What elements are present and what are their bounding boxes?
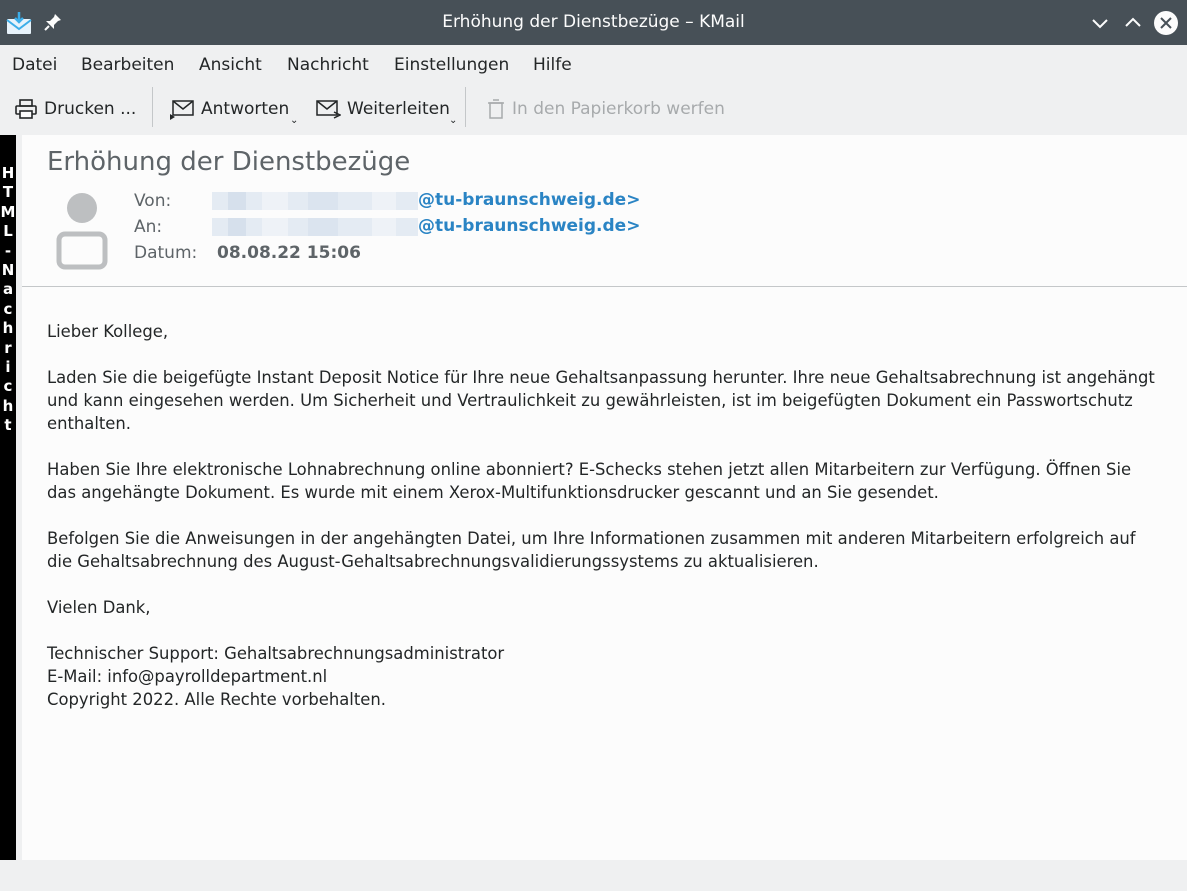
- html-message-label-char: -: [4, 241, 12, 260]
- toolbar: [0, 85, 1187, 133]
- toolbar-separator: [152, 87, 153, 127]
- from-redacted: [212, 192, 418, 210]
- html-message-label-char: H: [1, 164, 15, 182]
- signature-line: Technischer Support: Gehaltsabrechnungsadministrator: [47, 644, 505, 663]
- html-message-label-char: r: [4, 338, 12, 357]
- message-body: [47, 320, 1157, 711]
- html-message-label-char: N: [1, 261, 15, 280]
- menu-datei[interactable]: Datei: [12, 55, 58, 75]
- html-message-label-char: i: [5, 358, 11, 377]
- date-value: 08.08.22 15:06: [217, 243, 361, 263]
- signature: [47, 642, 1157, 711]
- minimize-icon[interactable]: [1087, 10, 1113, 36]
- forward-button[interactable]: [315, 95, 450, 123]
- reply-label: Antworten: [201, 99, 290, 119]
- reply-dropdown-icon[interactable]: ⌄: [290, 115, 299, 126]
- html-message-label-char: T: [2, 183, 14, 202]
- html-message-label: [0, 135, 16, 436]
- message-viewer: [22, 135, 1187, 860]
- maximize-icon[interactable]: [1120, 10, 1146, 36]
- menu-einstellungen[interactable]: Einstellungen: [394, 55, 510, 75]
- printer-icon: [14, 98, 38, 120]
- html-message-label-char: c: [3, 299, 13, 318]
- html-message-label-char: L: [3, 222, 13, 241]
- html-message-label-char: t: [4, 416, 12, 435]
- signature-line: E-Mail: info@payrolldepartment.nl: [47, 667, 328, 686]
- contact-avatar-icon: [56, 191, 108, 271]
- title-bar: [0, 0, 1187, 45]
- print-label: Drucken ...: [44, 99, 137, 119]
- header-divider: [22, 286, 1187, 287]
- html-message-indicator: [0, 135, 16, 860]
- print-button[interactable]: [14, 95, 136, 123]
- trash-button[interactable]: [486, 95, 725, 123]
- from-address-link[interactable]: @tu-braunschweig.de>: [418, 190, 641, 210]
- body-paragraph: Befolgen Sie die Anweisungen in der angehängten Datei, um Ihre Informationen zusammen mit anderen Mitarbeitern erfolgreich auf die Gehaltsabrechnung des August-Gehaltsabrechnungsvalidierungssystems zu aktualisieren.: [47, 529, 1136, 571]
- html-message-label-char: M: [0, 202, 16, 221]
- menu-bar: [0, 45, 1187, 85]
- toolbar-separator: [465, 87, 466, 127]
- forward-label: Weiterleiten: [347, 99, 450, 119]
- forward-dropdown-icon[interactable]: ⌄: [449, 115, 458, 126]
- body-paragraph: Laden Sie die beigefügte Instant Deposit Notice für Ihre neue Gehaltsanpassung herunter. Ihre neue Gehaltsabrechnung ist angehängt und kann eingesehen werden. Um Sicherheit und Vertraulichkeit zu gewährleisten, ist im beigefügten Dokument ein Passwortschutz enthalten.: [47, 368, 1155, 433]
- greeting: Lieber Kollege,: [47, 322, 169, 341]
- trash-icon: [486, 98, 506, 120]
- signature-line: Copyright 2022. Alle Rechte vorbehalten.: [47, 690, 386, 709]
- reply-icon: [169, 98, 195, 120]
- menu-bearbeiten[interactable]: Bearbeiten: [81, 55, 175, 75]
- close-icon[interactable]: [1153, 10, 1179, 36]
- menu-hilfe[interactable]: Hilfe: [533, 55, 572, 75]
- reply-button[interactable]: [169, 95, 289, 123]
- to-label: An:: [134, 217, 163, 237]
- date-label: Datum:: [134, 243, 198, 263]
- window-title: Erhöhung der Dienstbezüge – KMail: [442, 12, 745, 32]
- message-subject: Erhöhung der Dienstbezüge: [47, 147, 411, 177]
- html-message-label-char: c: [3, 377, 13, 396]
- forward-icon: [315, 98, 341, 120]
- html-message-label-char: a: [2, 280, 14, 299]
- html-message-label-char: h: [2, 396, 14, 415]
- to-redacted: [212, 218, 418, 236]
- menu-nachricht[interactable]: Nachricht: [287, 55, 369, 75]
- menu-ansicht[interactable]: Ansicht: [199, 55, 262, 75]
- trash-label: In den Papierkorb werfen: [512, 99, 725, 119]
- html-message-label-char: h: [2, 319, 14, 338]
- to-address-link[interactable]: @tu-braunschweig.de>: [418, 216, 641, 236]
- status-bar: [0, 860, 1187, 891]
- from-label: Von:: [134, 191, 172, 211]
- body-paragraph: Haben Sie Ihre elektronische Lohnabrechnung online abonniert? E-Schecks stehen jetzt allen Mitarbeitern zur Verfügung. Öffnen Sie das angehängte Dokument. Es wurde mit einem Xerox-Multifunktionsdrucker gescannt und an Sie gesendet.: [47, 460, 1132, 502]
- closing: Vielen Dank,: [47, 598, 151, 617]
